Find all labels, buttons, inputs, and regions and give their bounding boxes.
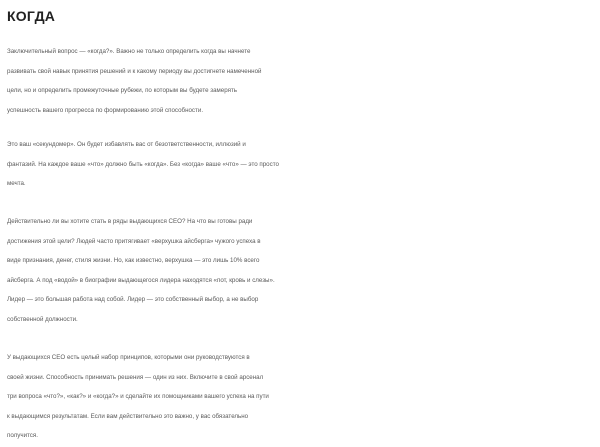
paragraph-line: Заключительный вопрос — «когда?». Важно не только определить когда вы начнете xyxy=(7,48,251,55)
paragraph-line: своей жизни. Способность принимать решения — один из них. Включите в свой арсенал xyxy=(7,373,264,381)
paragraph-line: цели, но и определить промежуточные рубежи, по которым вы будете замерять xyxy=(7,87,238,94)
paragraph-line: получится. xyxy=(7,432,38,439)
paragraph-line: три вопроса «что?», «как?» и «когда?» и сделайте их помощниками вашего успеха на пути xyxy=(7,393,269,400)
paragraph-line: виде признания, денег, стиля жизни. Но, как известно, верхушка — это лишь 10% всего xyxy=(7,257,260,264)
paragraph-line: собственной должности. xyxy=(7,315,78,323)
paragraph-line: Действительно ли вы хотите стать в ряды выдающихся CEO? На что вы готовы ради xyxy=(7,218,253,225)
paragraph-line: Это ваш «секундомер». Он будет избавлять вас от безответственности, иллюзий и xyxy=(7,141,246,148)
paragraph-line: фантазий. На каждое ваше «что» должно быть «когда». Без «когда» ваше «что» — это просто xyxy=(7,160,279,168)
paragraph-line: к выдающимся результатам. Если вам действительно это важно, у вас обязательно xyxy=(7,412,249,420)
paragraph-line: Лидер — это большая работа над собой. Лидер — это собственный выбор, а не выбор xyxy=(7,296,259,303)
paragraph-line: айсберга. А под «водой» в биографии выдающегося лидера находятся «пот, кровь и слезы». xyxy=(7,276,275,284)
paragraph-line: развивать свой навык принятия решений и к какому периоду вы достигнете намеченной xyxy=(7,67,262,75)
paragraph-line: достижения этой цели? Людей часто притягивает «верхушка айсберга» чужого успеха в xyxy=(7,237,261,245)
section-heading: КОГДА xyxy=(7,8,56,24)
paragraph-1 xyxy=(7,42,595,120)
paragraph-4 xyxy=(7,348,595,446)
paragraph-2 xyxy=(7,135,595,194)
paragraph-3 xyxy=(7,212,595,329)
paragraph-line: У выдающихся CEO есть целый набор принципов, которыми они руководствуются в xyxy=(7,354,250,361)
paragraph-line: мечта. xyxy=(7,180,26,187)
paragraph-line: успешность вашего прогресса по формированию этой способности. xyxy=(7,106,204,114)
